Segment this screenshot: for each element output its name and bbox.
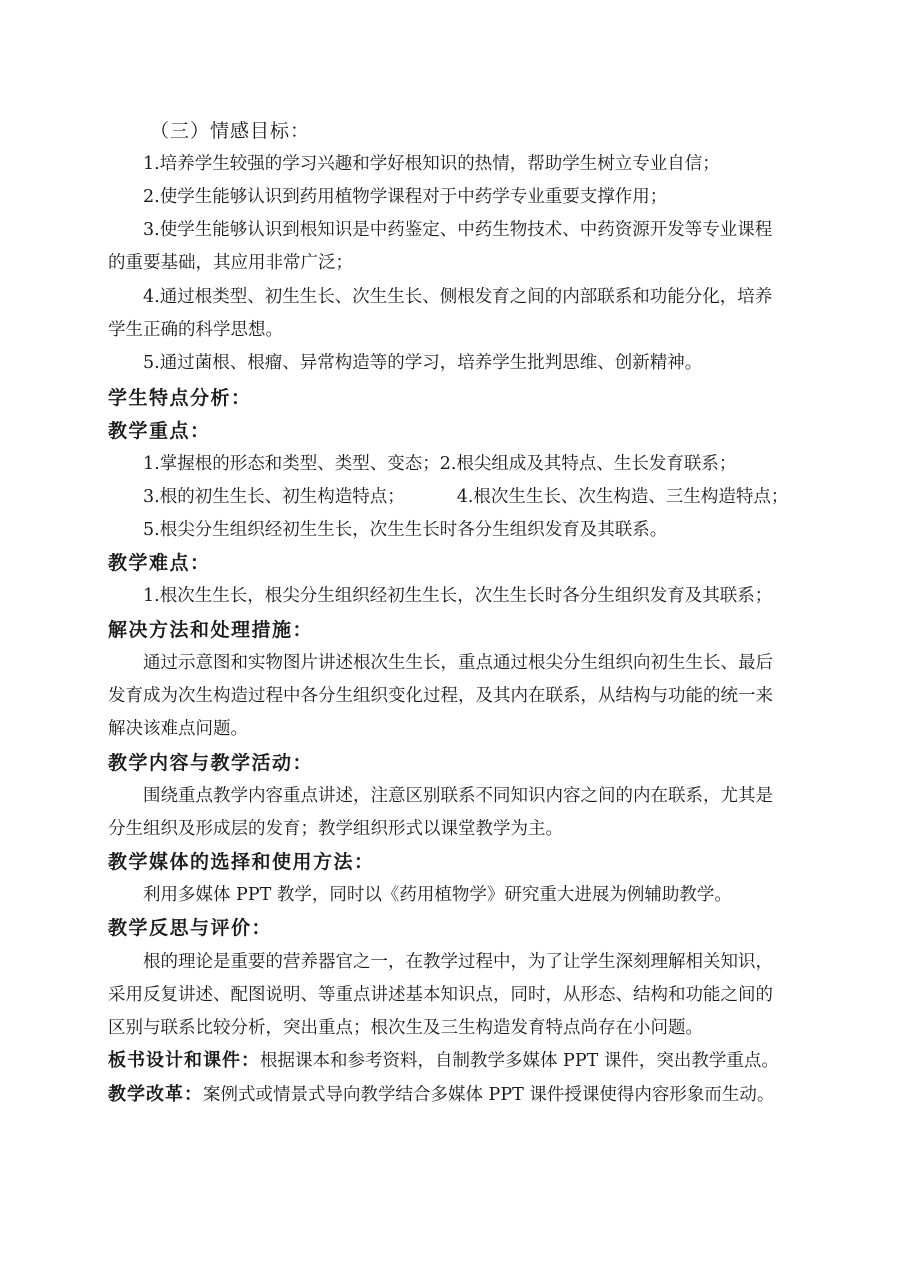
goal-item-4-cont: 学生正确的科学思想。 bbox=[108, 320, 283, 340]
key-point-line-1: 1.掌握根的形态和类型、类型、变态；2.根尖组成及其特点、生长发育联系； bbox=[143, 454, 737, 474]
key-points-heading: 教学重点： bbox=[108, 420, 211, 442]
teaching-reform-line bbox=[108, 1083, 774, 1107]
goal-item-3: 3.使学生能够认识到根知识是中药鉴定、中药生物技术、中药资源开发等专业课程 bbox=[143, 220, 773, 240]
content-line-1: 围绕重点教学内容重点讲述，注意区别联系不同知识内容之间的内在联系，尤其是 bbox=[143, 786, 773, 806]
reflection-line-2: 采用反复讲述、配图说明、等重点讲述基本知识点，同时，从形态、结构和功能之间的 bbox=[108, 985, 773, 1005]
content-activities-heading: 教学内容与教学活动： bbox=[108, 752, 314, 774]
reflection-line-1: 根的理论是重要的营养器官之一，在教学过程中，为了让学生深刻理解相关知识， bbox=[143, 952, 773, 972]
goal-item-1: 1.培养学生较强的学习兴趣和学好根知识的热情，帮助学生树立专业自信； bbox=[143, 154, 720, 174]
board-design-line bbox=[108, 1049, 779, 1073]
section-3-title: （三）情感目标： bbox=[150, 120, 311, 142]
goal-item-2: 2.使学生能够认识到药用植物学课程对于中药学专业重要支撑作用； bbox=[143, 187, 668, 207]
difficulty-line-1: 1.根次生生长，根尖分生组织经初生生长，次生生长时各分生组织发育及其联系； bbox=[143, 586, 773, 606]
media-heading: 教学媒体的选择和使用方法： bbox=[108, 851, 375, 873]
reflection-line-3: 区别与联系比较分析，突出重点；根次生及三生构造发育特点尚存在小问题。 bbox=[108, 1018, 703, 1038]
solutions-line-3: 解决该难点问题。 bbox=[108, 719, 248, 739]
reflection-heading: 教学反思与评价： bbox=[108, 917, 273, 939]
key-point-line-2 bbox=[143, 485, 788, 509]
goal-item-3-cont: 的重要基础，其应用非常广泛； bbox=[108, 253, 353, 273]
solutions-heading: 解决方法和处理措施： bbox=[108, 619, 314, 641]
solutions-line-2: 发育成为次生构造过程中各分生组织变化过程，及其内在联系，从结构与功能的统一来 bbox=[108, 686, 773, 706]
key-point-3: 3.根的初生生长、初生构造特点； bbox=[143, 487, 405, 507]
media-line-1: 利用多媒体 PPT 教学，同时以《药用植物学》研究重大进展为例辅助教学。 bbox=[143, 885, 732, 905]
goal-item-5: 5.通过菌根、根瘤、异常构造等的学习，培养学生批判思维、创新精神。 bbox=[143, 353, 703, 373]
board-design-label: 板书设计和课件： bbox=[108, 1050, 260, 1071]
content-line-2: 分生组织及形成层的发育；教学组织形式以课堂教学为主。 bbox=[108, 819, 563, 839]
solutions-line-1: 通过示意图和实物图片讲述根次生生长，重点通过根尖分生组织向初生生长、最后 bbox=[143, 653, 773, 673]
teaching-reform-text: 案例式或情景式导向教学结合多媒体 PPT 课件授课使得内容形象而生动。 bbox=[203, 1085, 775, 1105]
student-analysis-heading: 学生特点分析： bbox=[108, 387, 252, 409]
goal-item-4: 4.通过根类型、初生生长、次生生长、侧根发育之间的内部联系和功能分化，培养 bbox=[143, 287, 773, 307]
teaching-reform-label: 教学改革： bbox=[108, 1084, 203, 1105]
key-point-4: 4.根次生生长、次生构造、三生构造特点； bbox=[456, 487, 789, 507]
difficulties-heading: 教学难点： bbox=[108, 552, 211, 574]
key-point-line-3: 5.根尖分生组织经初生生长，次生生长时各分生组织发育及其联系。 bbox=[143, 520, 668, 540]
board-design-text: 根据课本和参考资料，自制教学多媒体 PPT 课件，突出教学重点。 bbox=[260, 1051, 779, 1071]
